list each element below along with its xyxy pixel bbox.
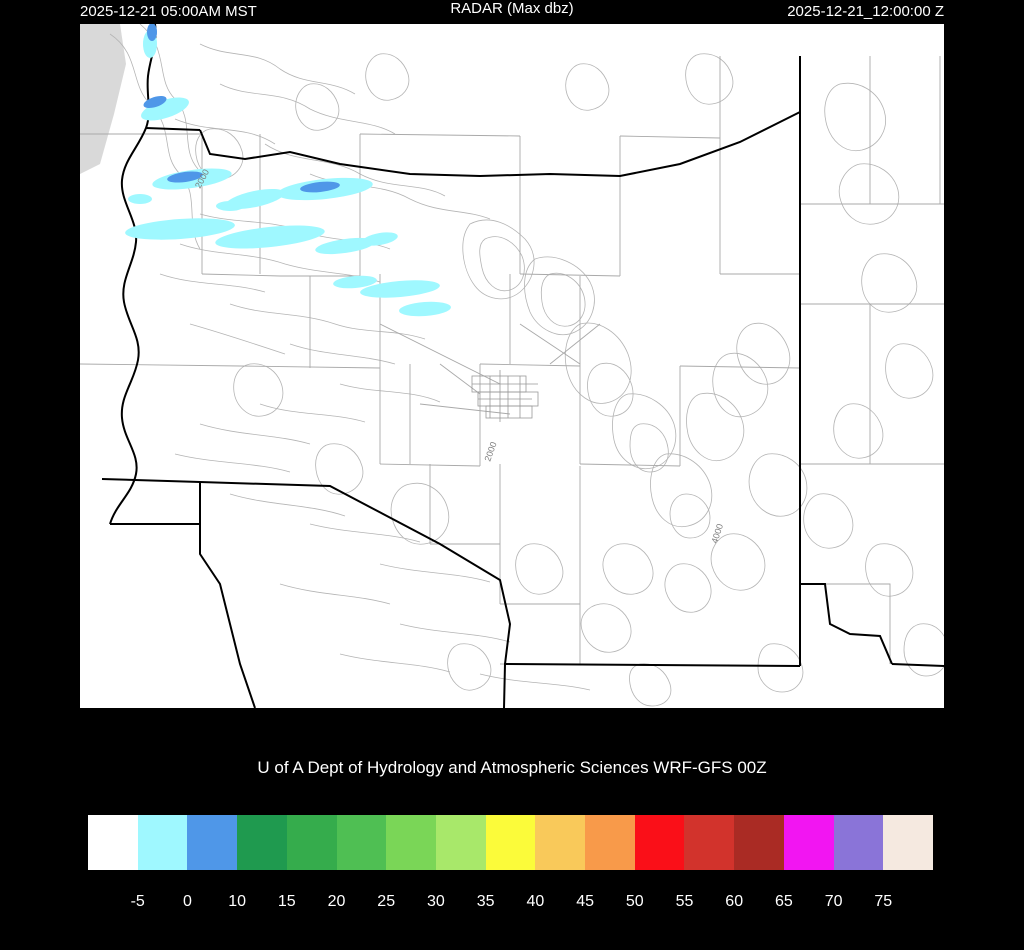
colorbar-swatch <box>784 815 834 870</box>
page-title: RADAR (Max dbz) <box>450 0 574 17</box>
colorbar-tick: 15 <box>277 893 296 910</box>
svg-text:2000: 2000 <box>192 167 212 190</box>
svg-text:4000: 4000 <box>709 522 726 545</box>
colorbar-tick: 65 <box>774 893 793 910</box>
colorbar-swatch <box>684 815 734 870</box>
colorbar-swatch <box>138 815 188 870</box>
colorbar-swatch <box>834 815 884 870</box>
colorbar-tick: 45 <box>576 893 594 910</box>
colorbar-tick-labels <box>88 893 933 917</box>
colorbar <box>88 815 933 870</box>
colorbar-tick: 40 <box>526 893 545 910</box>
colorbar-tick: 75 <box>874 893 893 910</box>
colorbar-swatch <box>187 815 237 870</box>
colorbar-tick: 25 <box>377 893 396 910</box>
colorbar-swatch <box>287 815 337 870</box>
colorbar-tick: 10 <box>228 893 246 910</box>
valid-time-utc: 2025-12-21_12:00:00 Z <box>787 3 944 20</box>
colorbar-swatch <box>585 815 635 870</box>
valid-time-local: 2025-12-21 05:00AM MST <box>80 3 257 20</box>
map-graphic <box>80 24 944 708</box>
radar-map <box>80 24 944 708</box>
colorbar-tick: 30 <box>426 893 445 910</box>
colorbar-tick: 0 <box>182 893 192 910</box>
colorbar-swatches <box>88 815 933 870</box>
colorbar-swatch <box>635 815 685 870</box>
colorbar-tick: 70 <box>824 893 843 910</box>
colorbar-tick: -5 <box>130 893 145 910</box>
colorbar-swatch <box>237 815 287 870</box>
colorbar-swatch <box>436 815 486 870</box>
colorbar-swatch <box>386 815 436 870</box>
colorbar-tick: 50 <box>625 893 644 910</box>
colorbar-tick: 55 <box>675 893 694 910</box>
colorbar-swatch <box>486 815 536 870</box>
colorbar-swatch <box>88 815 138 870</box>
colorbar-swatch <box>337 815 387 870</box>
colorbar-swatch <box>883 815 933 870</box>
colorbar-tick: 20 <box>327 893 346 910</box>
colorbar-tick: 35 <box>476 893 495 910</box>
colorbar-tick: 60 <box>725 893 744 910</box>
header <box>0 0 1024 24</box>
svg-text:2000: 2000 <box>482 440 499 463</box>
colorbar-swatch <box>734 815 784 870</box>
colorbar-swatch <box>535 815 585 870</box>
caption: U of A Dept of Hydrology and Atmospheric Sciences WRF-GFS 00Z <box>257 758 767 777</box>
